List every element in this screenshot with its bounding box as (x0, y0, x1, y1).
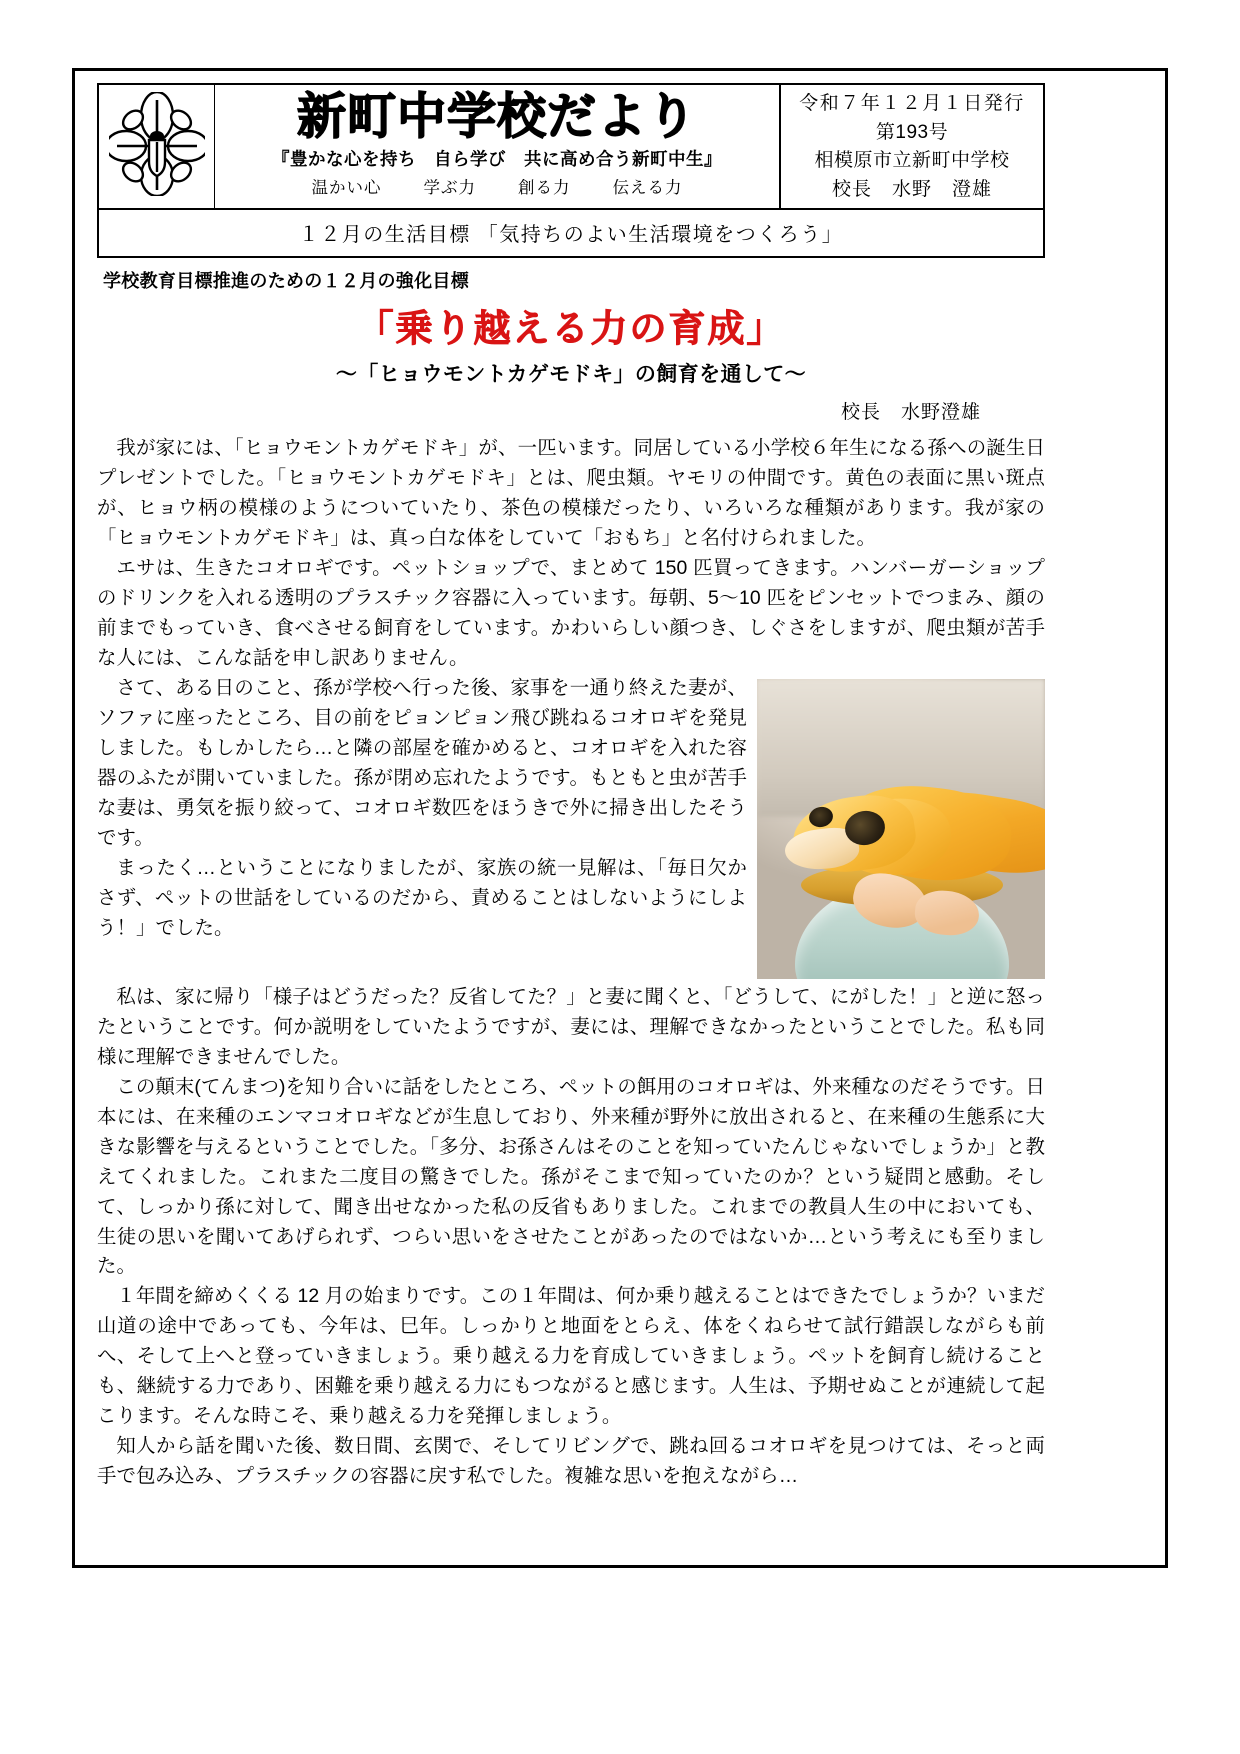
article-byline: 校長 水野澄雄 (840, 402, 981, 423)
school-name: 相模原市立新町中学校 (814, 150, 1010, 171)
power-item-4: 伝える力 (612, 178, 683, 197)
newsletter-content (97, 83, 1045, 1492)
emphasis-label: 学校教育目標推進のための１２月の強化目標 (103, 271, 469, 291)
power-item-3: 創る力 (518, 178, 571, 197)
newsletter-page (72, 68, 1168, 1568)
school-powers-list (217, 174, 777, 198)
power-item-1: 温かい心 (311, 178, 382, 197)
principal-name: 校長 水野 澄雄 (831, 178, 992, 200)
masthead (97, 83, 1045, 210)
masthead-title-cell (215, 85, 781, 208)
gecko-photo (757, 679, 1045, 979)
article-headline: 「乗り越える力の育成」 (356, 308, 786, 349)
paragraph: 私は、家に帰り「様子はどうだった？反省してた？」と妻に聞くと、「どうして、にがした！」と逆に怒ったということです。何か説明をしていたようですが、妻には、理解できなかったということでした。私も同様に理解できませんでした。 (97, 985, 1045, 1068)
school-crest-cell (99, 85, 215, 208)
paragraph: この顛末(てんまつ)を知り合いに話をしたところ、ペットの餌用のコオロギは、外来種なのだそうです。日本には、在来種のエンマコオロギなどが生息しており、外来種が野外に放出されると、在来種の生態系に大きな影響を与えるということでした。「多分、お孫さんはそのことを知っていたんじゃないでしょうか」と教えてくれました。これまた二度目の驚きでした。孫がそこまで知っていたのか？という疑問と感動。そして、しっかり孫に対して、聞き出せなかった私の反省もありました。これまでの教員人生の中においても、生徒の思いを聞いてあげられず、つらい思いをさせたことがあったのではないか…という考えにも至りました。 (97, 1075, 1045, 1278)
paragraph: 知人から話を聞いた後、数日間、玄関で、そしてリビングで、跳ね回るコオロギを見つけては、そっと両手で包み込み、プラスチックの容器に戻す私でした。複雑な思いを抱えながら… (97, 1435, 1045, 1488)
school-motto: 『豊かな心を持ち 自ら学び 共に高め合う新町中生』 (272, 148, 722, 169)
article-body (97, 434, 1045, 1492)
paragraph: まったく…ということになりましたが、家族の統一見解は、「毎日欠かさず、ペットの世話をしているのだから、責めることはしないようにしよう！」でした。 (97, 856, 747, 939)
power-item-2: 学ぶ力 (423, 178, 476, 197)
school-crest-icon (109, 92, 205, 201)
newsletter-title: 新町中学校だより (296, 88, 697, 145)
publication-info (781, 85, 1043, 208)
paragraph: １年間を締めくくる 12 月の始まりです。この１年間は、何か乗り越えることはできたでしょうか？いまだ山道の途中であっても、今年は、巳年。しっかりと地面をとらえ、体をくねらせて試行錯誤しながらも前へ、そして上へと登っていきましょう。乗り越える力を育成していきましょう。ペットを飼育し続けることも、継続する力であり、困難を乗り越える力にもつながると感じます。人生は、予期せぬことが連続して起こります。そんな時こそ、乗り越える力を発揮しましょう。 (97, 1285, 1045, 1428)
paragraph: さて、ある日のこと、孫が学校へ行った後、家事を一通り終えた妻が、ソファに座ったところ、目の前をピョンピョン飛び跳ねるコオロギを発見しました。もしかしたら…と隣の部屋を確かめると、コオロギを入れた容器のふたが開いていました。孫が閉め忘れたようです。もともと虫が苦手な妻は、勇気を振り絞って、コオロギ数匹をほうきで外に掃き出したそうです。 (97, 676, 747, 849)
paragraph: 我が家には、「ヒョウモントカゲモドキ」が、一匹います。同居している小学校６年生になる孫への誕生日プレゼントでした。「ヒョウモントカゲモドキ」とは、爬虫類。ヤモリの仲間です。黄色の表面に黒い斑点が、ヒョウ柄の模様のようについていたり、茶色の模様だったり、いろいろな種類があります。我が家の「ヒョウモントカゲモドキ」は、真っ白な体をしていて「おもち」と名付けられました。 (97, 437, 1045, 549)
monthly-goal-bar: １２月の生活目標 「気持ちのよい生活環境をつくろう」 (97, 210, 1045, 258)
paragraph: エサは、生きたコオロギです。ペットショップで、まとめて 150 匹買ってきます。ハンバーガーショップのドリンクを入れる透明のプラスチック容器に入っています。毎朝、5〜10 匹をピンセットでつまみ、顔の前までもっていき、食べさせる飼育をしています。かわいらしい顔つき、しぐさをしますが、爬虫類が苦手な人には、こんな話を申し訳ありません。 (97, 556, 1045, 669)
publication-date: 令和７年１２月１日発行 (799, 93, 1025, 114)
issue-number: 第193号 (875, 121, 949, 143)
article-subheadline: 〜「ヒョウモントカゲモドキ」の飼育を通して〜 (335, 363, 807, 386)
